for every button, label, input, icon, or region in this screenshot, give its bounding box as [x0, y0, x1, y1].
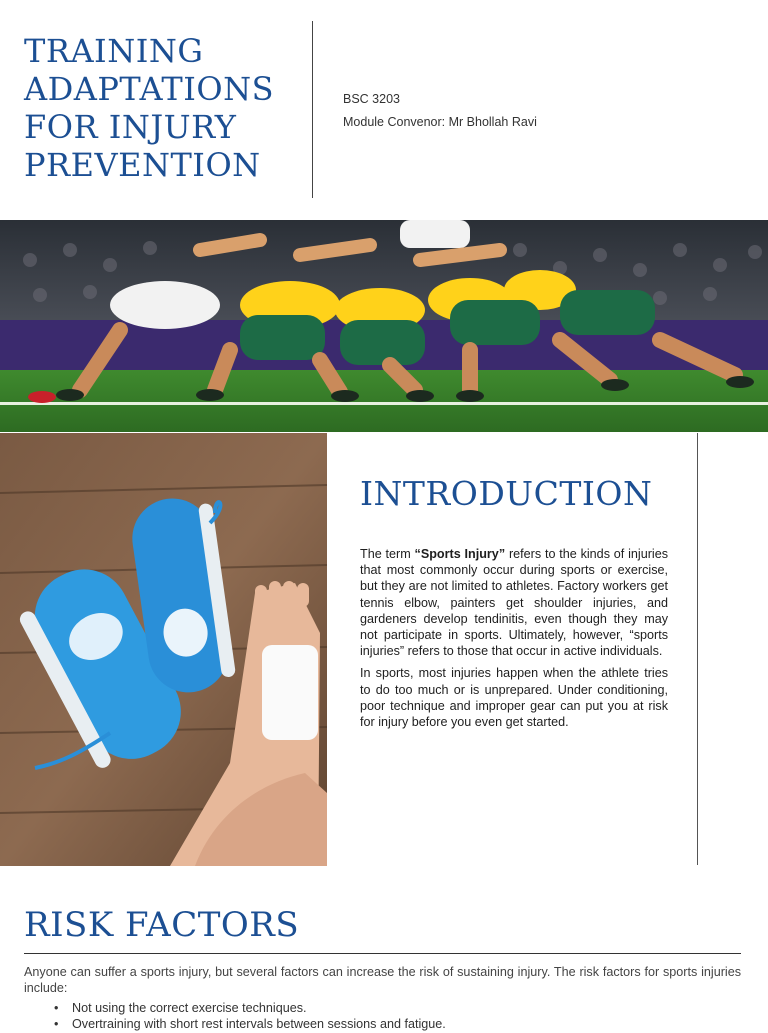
- risk-item: • Overtraining with short rest intervals between sessions and fatigue.: [24, 1016, 741, 1032]
- rugby-scrum-photo: [0, 220, 768, 432]
- title-line: TRAINING: [24, 32, 204, 70]
- intro-paragraph: In sports, most injuries happen when the athlete tries to do too much or is unprepared. Under conditioning, poor technique and improper gear can put you at risk for injury before you even get started.: [360, 666, 668, 730]
- intro-text: [360, 546, 668, 736]
- intro-heading: INTRODUCTION: [360, 474, 653, 513]
- title-line: PREVENTION: [24, 146, 261, 184]
- document-title: [24, 32, 304, 184]
- risk-text: [24, 964, 741, 1033]
- header-divider: [312, 21, 313, 198]
- section-rule: [24, 953, 741, 954]
- title-line: ADAPTATIONS: [24, 70, 274, 108]
- intro-prefix: The term: [360, 547, 415, 561]
- risk-item: • Not using the correct exercise techniques.: [24, 1000, 741, 1016]
- module-convenor: Module Convenor: Mr Bhollah Ravi: [343, 115, 537, 129]
- intro-divider: [697, 433, 698, 865]
- running-shoes-photo: [0, 433, 327, 866]
- risk-intro: Anyone can suffer a sports injury, but several factors can increase the risk of sustaining injury. The risk factors for sports injuries include:: [24, 965, 741, 996]
- risk-list: [24, 1000, 741, 1033]
- sports-injury-term: “Sports Injury”: [414, 547, 506, 561]
- module-info: [343, 88, 537, 134]
- intro-rest: refers to the kinds of injuries that most commonly occur during sports or exercise, but they are not limited to athletes. Factory workers get tennis elbow, painters get shoulder injuries, and gardeners develop tendinitis, even though they may not participate in sports. Ultimately, however, “sports injuries” refers to those that occur in active individuals.: [360, 547, 669, 659]
- course-code: BSC 3203: [343, 92, 400, 106]
- risk-heading: RISK FACTORS: [24, 905, 300, 945]
- title-line: FOR INJURY: [24, 108, 237, 146]
- intro-paragraph: [360, 546, 668, 659]
